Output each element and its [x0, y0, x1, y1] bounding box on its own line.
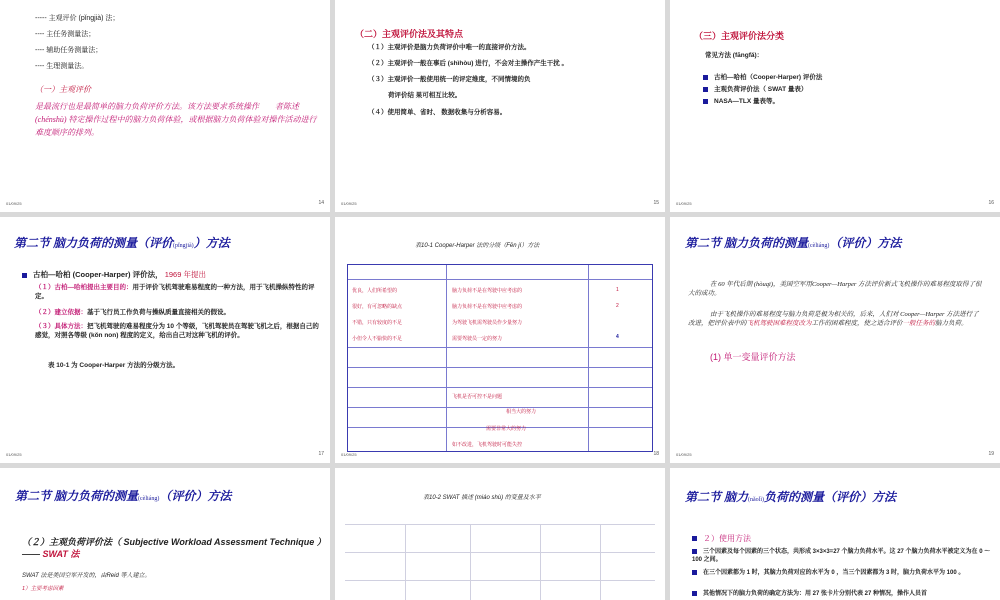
slide-title: （三）主观评价法分类 — [694, 31, 785, 41]
table-cell: 如不改进，飞机驾驶时可能失控 — [452, 442, 523, 448]
bullet-icon — [703, 75, 708, 80]
feature-4: （４）使用简单、省时、 数据收集与分析容易。 — [368, 109, 507, 116]
paragraph-1: 在 60 年代后期 (hòuqī)，美国空军用Cooper—Harper 方法评价新式飞机操作的难易程度取得了很大的成功。 — [688, 281, 982, 297]
table-cell: 不错，只有较度的不足 — [352, 320, 403, 326]
slide-22[interactable] — [670, 468, 1000, 600]
feature-3-cont: 荷评价结 果可相互比较。 — [388, 92, 462, 99]
table-cell: 相当大的努力 — [506, 409, 537, 415]
table-cell: 需要驾驶员一定的努力 — [452, 336, 503, 342]
table-cell: 4 — [616, 334, 619, 340]
table-cell: 很好，有可忽略的缺点 — [352, 304, 403, 310]
slide-number: 16 — [988, 200, 994, 206]
table-divider — [405, 524, 406, 600]
point-1: （１）古柏—哈柏提出主要目的：用于评价飞机驾驶难易程度的一种方法，用于飞机操纵特性的评定。 — [35, 284, 315, 300]
slide-18[interactable] — [335, 217, 665, 463]
slide-title: （二）主观评价法及其特点 — [355, 29, 464, 39]
method-item-1: 古柏—哈柏（Cooper-Harper) 评价法 — [703, 74, 822, 83]
table-divider — [345, 552, 655, 553]
point-3: （３）具体方法：把飞机驾驶的难易程度分为 10 个等级，飞机驾驶员在驾驶飞机之后，根据自己的感觉，对照各等级 (kǒn non) 程度的定义，给出自己对这种飞机的评价。 — [35, 323, 319, 339]
table-divider — [588, 265, 589, 451]
table-cell: 1 — [616, 287, 619, 293]
table-divider — [540, 524, 541, 600]
point-2: （２）建立依据：基于飞行员工作负荷与操纵质量直接相关的假设。 — [35, 309, 230, 316]
table-cell: 小但令人不愉快的不足 — [352, 336, 403, 342]
table-cell: 为驾驶飞机需驾驶员作少量努力 — [452, 320, 523, 326]
table-cell: 脑力负荷不是在驾驶中应考虑的 — [452, 288, 523, 294]
table-cell: 飞机是否可控不是问题 — [452, 394, 503, 400]
slide-17[interactable] — [0, 217, 330, 463]
slide-number: 14 — [318, 200, 324, 206]
slide-number: 17 — [318, 451, 324, 457]
table-cell: 需要非常大的努力 — [486, 426, 527, 432]
table-divider — [348, 367, 652, 368]
method-line-1: ----- 主观评价 (pǐngjià) 法； — [35, 15, 120, 22]
paragraph-2: 由于飞机操作的难易程度与脑力负荷是极为相关的，后来，人们对 Cooper—Harper 方法进行了改进，把评价表中的飞机驾驶困难程度改为工作的困难程度，使之适合评价一般任务的脑力负荷。 — [688, 311, 979, 327]
method-line-4: ---- 生理测量法。 — [35, 63, 89, 70]
slide-16[interactable] — [670, 0, 1000, 212]
slide-title: 第二节 脑力负荷的测量(cèliáng)（评价）方法 — [15, 489, 232, 503]
method-item-2: 主观负荷评价法（ SWAT 量表） — [703, 86, 807, 95]
slide-date: 01/09/25 — [341, 201, 357, 206]
subheading: (1) 单一变量评价方法 — [710, 352, 796, 362]
slide-date: 01/09/25 — [6, 452, 22, 457]
slide-title: 第二节 脑力负荷的测量(cèliáng)（评价）方法 — [685, 236, 902, 250]
slide-21[interactable] — [335, 468, 665, 600]
slide-20[interactable] — [0, 468, 330, 600]
slide-title: 第二节 脑力负荷的测量（评价(pǐngjià)）方法 — [14, 236, 230, 250]
slide-title: 第二节 脑力(nǎolì)负荷的测量（评价）方法 — [685, 490, 897, 504]
swat-table — [345, 524, 655, 600]
method-heading: （２）主观负荷评价法（ Subjective Workload Assessment Technique ）—— SWAT 法 — [22, 537, 322, 560]
subheading: （一）主观评价 — [35, 85, 91, 94]
paragraph: 是最流行也是最简单的脑力负荷评价方法。该方法要求系统操作 者陈述 (chénshù) 特定操作过程中的脑力负荷体验，或根据脑力负荷体验对操作活动进行难度顺序的排列。 — [35, 102, 317, 137]
method-line-3: ---- 辅助任务测量法； — [35, 47, 103, 54]
table-divider — [348, 347, 652, 348]
table-divider — [348, 407, 652, 408]
bullet-icon — [692, 570, 697, 575]
cooper-harper-table — [347, 264, 653, 452]
bullet-icon — [692, 549, 697, 554]
bullet-icon — [692, 591, 697, 596]
table-divider — [345, 580, 655, 581]
table-reference: 表 10-1 为 Cooper-Harper 方法的分级方法。 — [48, 362, 180, 369]
table-cell: 2 — [616, 303, 619, 309]
slide-date: 01/09/25 — [676, 201, 692, 206]
table-cell: 优良，人们所希望的 — [352, 288, 398, 294]
bullet-icon — [692, 536, 697, 541]
method-heading: 古柏—哈柏 (Cooper-Harper) 评价法， 1969 年提出 — [22, 270, 206, 280]
method-line-2: ---- 主任务测量法； — [35, 31, 96, 38]
table-caption: 表10-2 SWAT 描述 (miáo shù) 的变量及水平 — [423, 495, 541, 501]
slide-number: 15 — [653, 200, 659, 206]
bullet-icon — [703, 99, 708, 104]
bullet-icon — [703, 87, 708, 92]
slide-date: 01/09/25 — [6, 201, 22, 206]
slide-number: 18 — [653, 451, 659, 457]
paragraph-1: SWAT 法是美国空军开发的，由Reid 等人建立。 — [22, 573, 151, 579]
usage-item-3: 其他情况下的脑力负荷的确定方法为：用 27 张卡片分别代表 27 种情况，操作人员首 — [692, 590, 997, 598]
table-divider — [600, 524, 601, 600]
feature-2: （２）主观评价一般在事后 (shìhòu) 进行，不会对主操作产生干扰 。 — [368, 60, 569, 67]
table-caption: 表10-1 Cooper-Harper 法的分级（Fēn jí）方法 — [415, 243, 540, 249]
slide-15[interactable] — [335, 0, 665, 212]
subheading: ２）使用方法 — [692, 534, 751, 545]
feature-3: （３）主观评价一般使用统一的评定维度，不同情境的负 — [368, 76, 531, 83]
paragraph-2: 1）主要考虑因素 — [22, 586, 64, 592]
table-cell: 脑力负荷不是在驾驶中应考虑的 — [452, 304, 523, 310]
method-item-3: NASA—TLX 量表等。 — [703, 98, 779, 107]
table-divider — [470, 524, 471, 600]
table-divider — [348, 387, 652, 388]
table-divider — [348, 279, 652, 280]
intro-text: 常见方法 (fāngfǎ)： — [705, 52, 764, 59]
bullet-icon — [22, 273, 27, 278]
feature-1: （１）主观评价是脑力负荷评价中唯一的直接评价方法。 — [368, 44, 531, 51]
table-divider — [345, 524, 655, 525]
slide-19[interactable] — [670, 217, 1000, 463]
table-divider — [446, 265, 447, 451]
slide-number: 19 — [988, 451, 994, 457]
slide-date: 01/09/25 — [676, 452, 692, 457]
usage-item-2: 在三个因素都为 1 时，其脑力负荷对应的水平为 0 ，当三个因素都为 3 时，脑力负荷水平为 100 。 — [692, 569, 997, 577]
usage-item-1: 三个因素及每个因素的三个状态，共形成 3×3×3=27 个脑力负荷水平。这 27 个脑力负荷水平被定义为在 0 ～ 100 之间。 — [692, 549, 991, 564]
slide-date: 01/09/25 — [341, 452, 357, 457]
slide-14[interactable] — [0, 0, 330, 212]
